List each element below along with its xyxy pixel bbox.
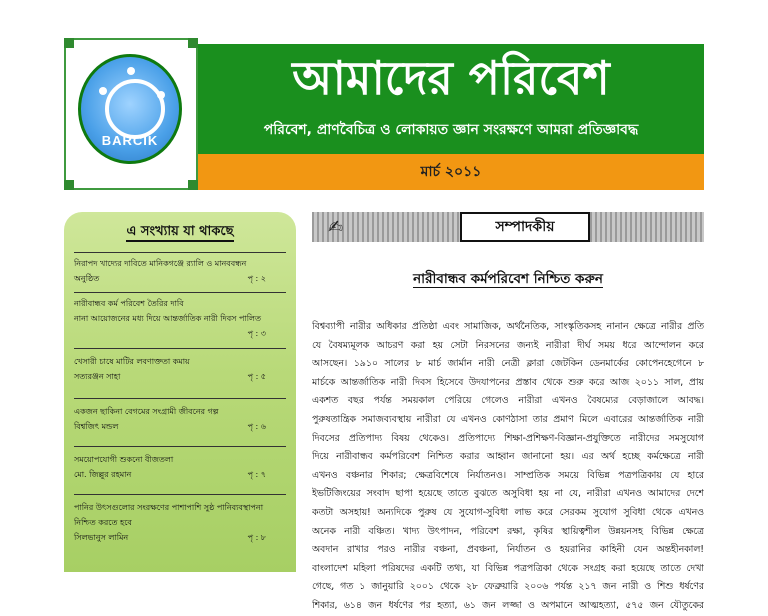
editorial-section-title: সম্পাদকীয়: [495, 219, 555, 235]
logo-corner: [64, 38, 74, 48]
banner-stripes-right: [590, 212, 704, 242]
editorial-headline-text: নারীবান্ধব কর্মপরিবেশ নিশ্চিত করুন: [413, 271, 603, 287]
contents-item-author: মো. জিল্লুর রহমান: [74, 470, 132, 479]
contents-item-author: বিশ্বজিৎ মন্ডল: [74, 422, 119, 431]
masthead: [64, 38, 704, 190]
contents-item-footer: [74, 530, 286, 545]
contents-item-page: পৃ : ৮: [247, 533, 266, 542]
barcik-logo: [78, 54, 182, 164]
title-band: [198, 44, 704, 154]
contents-heading-text: এ সংখ্যায় যা থাকছে: [126, 224, 233, 242]
banner-stripes-left: [312, 212, 460, 242]
logo-corner: [64, 180, 74, 190]
logo-box: [64, 38, 198, 190]
contents-item[interactable]: [74, 354, 286, 384]
logo-dot-icon: [99, 87, 107, 95]
date-band: [198, 154, 704, 190]
contents-item[interactable]: [74, 256, 286, 286]
contents-item[interactable]: [74, 452, 286, 482]
contents-item-title: খেসারী চাষে মাটির লবণাক্ততা কমায়: [74, 357, 190, 366]
contents-item-page: পৃ : ৩: [247, 329, 266, 338]
editorial-headline: [312, 268, 704, 291]
editorial-paragraph-line: এখনও বঞ্চনার শিকার; ক্ষেত্রবিশেষে নির্যাতনও। সাম্প্রতিক সময়ে বিভিন্ন পত্রপত্রিকায় যে হারে: [312, 469, 704, 481]
editorial-paragraph-line: দিয়ে নারীবান্ধব কর্মপরিবেশ নিশ্চিত করার আহ্বান জানানো হয়। এর অর্থ হচ্ছে কর্মক্ষেত্রে নারী: [312, 451, 704, 463]
divider: [74, 446, 286, 447]
newsletter-title: আমাদের পরিবেশ: [292, 51, 610, 105]
contents-item-title: সময়োপযোগী শুকনো বীজতলা: [74, 455, 174, 464]
contents-item[interactable]: [74, 404, 286, 434]
issue-date: মার্চ ২০১১: [420, 164, 482, 180]
contents-sidebar: [64, 212, 296, 572]
editorial-paragraph-line: বিশ্বব্যাপী নারীর অধিকার প্রতিষ্ঠা এবং সামাজিক, অর্থনৈতিক, সাংস্কৃতিকসহ নানান ক্ষেত্রে নারীর প্রতি: [312, 321, 704, 332]
contents-item-author: সিলভানুস লামিন: [74, 533, 129, 542]
contents-item-title: নিশ্চিত করতে হবে: [74, 518, 132, 527]
logo-text: BARCIK: [101, 133, 159, 148]
contents-item-title: পানির উৎসগুলোর সংরক্ষণের পাশাপাশি সুষ্ঠ পানিব্যবস্থাপনা: [74, 503, 264, 512]
contents-item-page: পৃ : ৬: [247, 422, 266, 431]
contents-item-title: নানা আয়োজনের মধ্য দিয়ে আন্তর্জাতিক নারী দিবস পালিত: [74, 314, 262, 323]
editorial-paragraph-line: গেছে, গত ১ জানুয়ারি ২০০১ থেকে ২৮ ফেব্রুয়ারি ২০০৬ পর্যন্ত ২১৭ জন নারী ও শিশু ধর্ষণের: [312, 581, 704, 593]
divider: [74, 292, 286, 293]
contents-item-footer: [74, 419, 286, 434]
editorial-paragraph-line: কতটা অসহায়! অন্যদিকে পুরুষ যে সুযোগ-সুবিধা লাভ করে সেরকম সুযোগ সুবিধা থেকে এখনও: [312, 506, 704, 518]
editorial-label-box: [460, 212, 590, 242]
logo-dot-icon: [127, 67, 135, 75]
logo-dot-icon: [157, 91, 165, 99]
contents-item-footer: [74, 271, 286, 286]
editorial-paragraph-line: শিকার, ৬১৪ জন ধর্ষণের পর হত্যা, ৬১ জন লজ্জা ও অপমানে আত্মহত্যা, ৫৭৫ জন যৌতুকের: [312, 599, 704, 611]
contents-item-author: সত্যরঞ্জন সাহা: [74, 372, 121, 381]
logo-ring-icon: [105, 79, 165, 139]
editorial-paragraph-line: আসছেন। ১৯১০ সালের ৮ মার্চ জার্মান নারী নেত্রী ক্লারা জেটকিন ডেনমার্কের কোপেনহেগেনে ৮: [312, 358, 704, 370]
contents-item-page: পৃ : ৭: [247, 470, 266, 479]
logo-corner: [188, 38, 198, 48]
divider: [74, 494, 286, 495]
editorial-body: [312, 318, 704, 616]
editorial-paragraph-line: অনেক নারী বঞ্চিত। খাদ্য উৎপাদন, পরিবেশ রক্ষা, কৃষির স্থায়িত্বশীল উন্নয়নসহ বিভিন্ন ক্ষেত্রে: [312, 525, 704, 537]
editorial-paragraph-line: দিবসের প্রতিপাদ্য বিষয় থেকেও। প্রতিপাদ্যে শিক্ষা-প্রশিক্ষণ-বিজ্ঞান-প্রযুক্তিতে নারীদের সমসুযোগ: [312, 432, 704, 444]
contents-item-author: অনুষ্ঠিত: [74, 274, 100, 283]
editorial-paragraph-line: ইভটিজিংয়ের সংবাদ ছাপা হয়েছে তাতে বুঝতে অসুবিধা হয় না যে, নারীরা এখনও আমাদের দেশে: [312, 488, 704, 500]
contents-heading: [64, 222, 296, 243]
editorial-paragraph-line: বাংলাদেশ মহিলা পরিষদের একটি তথ্য, যা বিভিন্ন পত্রপত্রিকা থেকে সংগ্রহ করা হয়েছে তাতে দেখা: [312, 562, 704, 574]
editorial-paragraph-line: যে বৈষম্যমূলক আচরণ করা হয় সেটা নিরসনের জন্যই নারীরা দীর্ঘ সময় ধরে আন্দোলন করে: [312, 339, 704, 351]
contents-item-footer: [74, 467, 286, 482]
editorial-paragraph-line: মার্চকে আন্তর্জাতিক নারী দিবস হিসেবে উদযাপনের প্রস্তাব থেকে শুরু করে আজ ২০১১ সাল, প্রায়: [312, 376, 704, 388]
logo-corner: [188, 180, 198, 190]
contents-item-title: নিরাপদ খাদ্যের দাবিতে মানিকগঞ্জে র‌্যালি ও মানববন্ধন: [74, 259, 247, 268]
divider: [74, 398, 286, 399]
contents-item[interactable]: [74, 500, 286, 545]
contents-item-title: একজন ছাকিনা বেগমের সংগ্রামী জীবনের গল্প: [74, 407, 219, 416]
editorial-paragraph-line: পুরুষতান্ত্রিক সমাজব্যবস্থায় নারীরা যে এখনও কোণঠাসা তার প্রমাণ মিলে এবারের আন্তর্জাতিক নারী: [312, 413, 704, 425]
divider: [74, 252, 286, 253]
contents-item-page: পৃ : ২: [247, 274, 266, 283]
pen-icon: ✍: [328, 217, 344, 238]
contents-item[interactable]: [74, 296, 286, 341]
contents-item-title: নারীবান্ধব কর্ম পরিবেশ তৈরির দাবি: [74, 299, 184, 308]
contents-item-footer: [74, 369, 286, 384]
editorial-paragraph-line: অবদান রাখার পরও নারীর বঞ্চনা, প্রবঞ্চনা, নির্যাতন ও হয়রানির কাহিনী যেন অন্তহীনকাল!: [312, 544, 704, 556]
newsletter-tagline: পরিবেশ, প্রাণবৈচিত্র ও লোকায়ত জ্ঞান সংরক্ষণে আমরা প্রতিজ্ঞাবদ্ধ: [263, 122, 639, 138]
editorial-paragraph-line: একশত বছর পর্যন্ত সময়কাল পেরিয়ে গেলেও নারীরা এখনও বৈষম্যের বেড়াজালে আবদ্ধ।: [312, 395, 704, 407]
editorial-banner: [312, 212, 704, 242]
contents-item-page: পৃ : ৫: [247, 372, 266, 381]
divider: [74, 348, 286, 349]
